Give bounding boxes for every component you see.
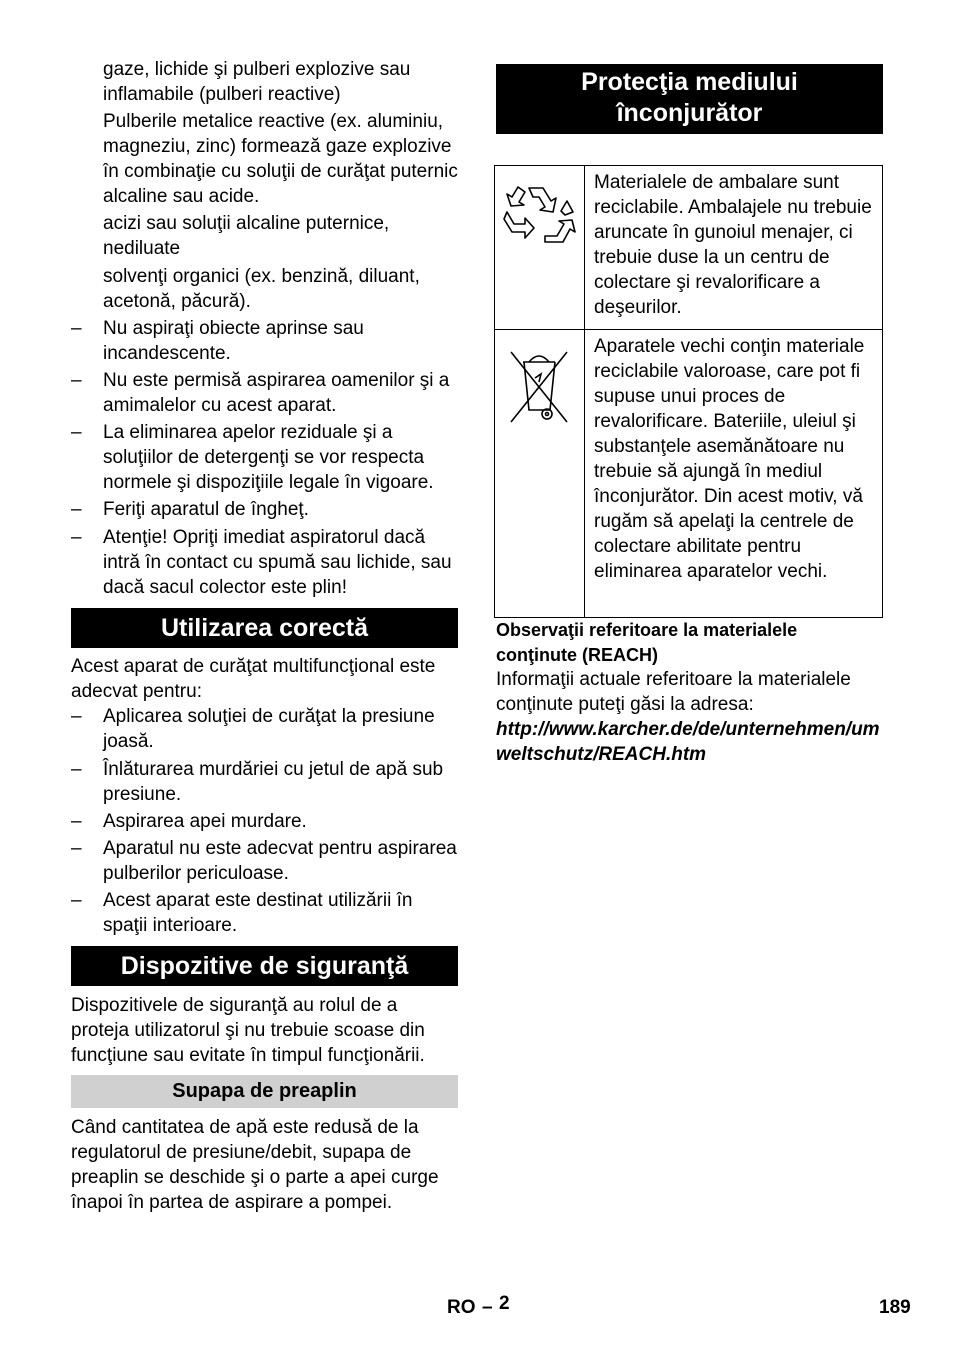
bullet-dash: – bbox=[71, 370, 82, 391]
bullet-dash: – bbox=[71, 527, 82, 548]
usage-bullet: Aparatul nu este adecvat pentru aspirarea pulberilor periculoase. bbox=[103, 838, 457, 884]
reach-text: Informaţii actuale referitoare la materialele conţinute puteţi găsi la adresa: bbox=[496, 669, 851, 715]
usage-intro: Acest aparat de curăţat multifuncţional este adecvat pentru: bbox=[71, 656, 436, 702]
overflow-valve-text: Când cantitatea de apă este redusă de la regulatorul de presiune/debit, supapa de preaplin se deschide şi o parte a apei curge înapoi în partea de aspirare a pompei. bbox=[71, 1117, 439, 1213]
bullet-dash: – bbox=[71, 838, 82, 859]
bullet-item: Atenţie! Opriţi imediat aspiratorul dacă intră în contact cu spumă sau lichide, sau dacă sacul colector este plin! bbox=[103, 527, 452, 598]
crossed-bin-icon bbox=[495, 330, 584, 430]
safety-heading: Dispozitive de siguranţă bbox=[71, 946, 458, 986]
crossed-bin-icon-cell bbox=[495, 330, 585, 618]
intro-paragraph-2: Pulberile metalice reactive (ex. aluminiu, magneziu, zinc) formează gaze explozive în combinaţie cu soluţii de curăţat puternic alcaline sau acide. bbox=[103, 111, 458, 207]
environment-heading bbox=[496, 64, 883, 134]
usage-heading: Utilizarea corectă bbox=[71, 608, 458, 648]
bullet-dash: – bbox=[71, 499, 82, 520]
bullet-item: Feriţi aparatul de îngheţ. bbox=[103, 499, 309, 520]
intro-paragraph-4: solvenţi organici (ex. benzină, diluant, acetonă, păcură). bbox=[103, 266, 420, 312]
usage-bullet: Aplicarea soluţiei de curăţat la presiune joasă. bbox=[103, 706, 435, 752]
bullet-item: Nu aspiraţi obiecte aprinse sau incandescente. bbox=[103, 318, 364, 364]
environment-table bbox=[494, 165, 883, 618]
recycle-text: Materialele de ambalare sunt reciclabile. Ambalajele nu trebuie aruncate în gunoiul menajer, ci trebuie duse la un centru de colectare şi revalorificare a deşeurilor. bbox=[585, 166, 883, 330]
footer-lang: RO bbox=[447, 1297, 476, 1318]
usage-bullet: Înlăturarea murdăriei cu jetul de apă sub presiune. bbox=[103, 759, 444, 805]
safety-text: Dispozitivele de siguranţă au rolul de a proteja utilizatorul şi nu trebuie scoase din funcţiune sau evitate în timpul funcţionării. bbox=[71, 995, 425, 1066]
bullet-dash: – bbox=[71, 318, 82, 339]
bullet-dash: – bbox=[71, 759, 82, 780]
old-appliances-text: Aparatele vechi conţin materiale reciclabile valoroase, care pot fi supuse unui proces de revalorificare. Bateriile, uleiul şi substanţele asemănătoare nu trebuie să ajungă în mediul înconjurător. Din acest motiv, vă rugăm să apelaţi la centrele de colectare abilitate pentru eliminarea aparatelor vechi. bbox=[585, 330, 883, 618]
page-number: 189 bbox=[879, 1297, 911, 1318]
table-row bbox=[495, 330, 883, 618]
intro-paragraph-1: gaze, lichide şi pulberi explozive sau inflamabile (pulberi reactive) bbox=[103, 59, 411, 105]
environment-heading-line1: Protecţia mediului bbox=[581, 68, 798, 96]
recycle-icon-cell bbox=[495, 166, 585, 330]
footer-sep: – bbox=[482, 1297, 493, 1318]
reach-title: Observaţii referitoare la materialele conţinute (REACH) bbox=[496, 620, 798, 665]
usage-bullet: Acest aparat este destinat utilizării în spaţii interioare. bbox=[103, 890, 413, 936]
table-row bbox=[495, 166, 883, 330]
environment-heading-line2: înconjurător bbox=[616, 99, 763, 127]
footer-page-local: 2 bbox=[499, 1293, 510, 1314]
overflow-valve-heading: Supapa de preaplin bbox=[71, 1075, 458, 1108]
usage-bullet: Aspirarea apei murdare. bbox=[103, 811, 307, 832]
reach-link[interactable]: http://www.karcher.de/de/unternehmen/umweltschutz/REACH.htm bbox=[496, 719, 880, 765]
bullet-dash: – bbox=[71, 706, 82, 727]
bullet-item: La eliminarea apelor reziduale şi a soluţiilor de detergenţi se vor respecta normele şi dispoziţiile legale în vigoare. bbox=[103, 422, 434, 493]
recycle-icon bbox=[495, 166, 584, 266]
bullet-dash: – bbox=[71, 811, 82, 832]
bullet-dash: – bbox=[71, 422, 82, 443]
bullet-dash: – bbox=[71, 890, 82, 911]
intro-paragraph-3: acizi sau soluţii alcaline puternice, nediluate bbox=[103, 213, 390, 259]
bullet-item: Nu este permisă aspirarea oamenilor şi a amimalelor cu acest aparat. bbox=[103, 370, 450, 416]
